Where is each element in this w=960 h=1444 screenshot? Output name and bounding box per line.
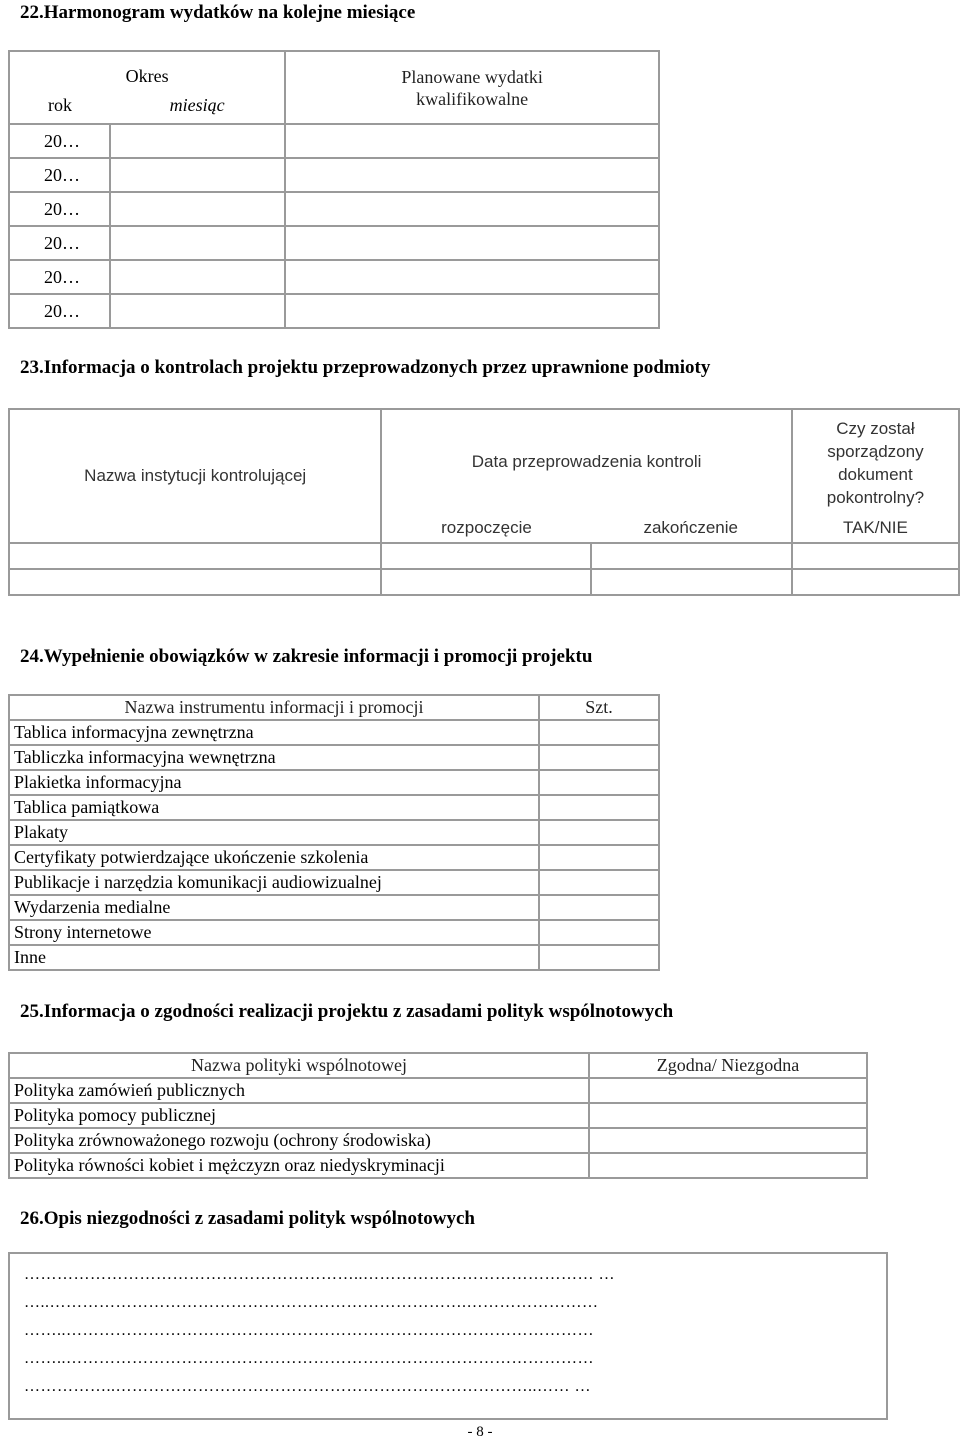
instrument-header: Nazwa instrumentu informacji i promocji [9, 695, 539, 720]
yes-no-cell[interactable] [792, 569, 959, 595]
end-date-cell[interactable] [591, 569, 792, 595]
section-25-heading [20, 1001, 673, 1023]
month-cell[interactable] [110, 158, 285, 192]
amount-cell[interactable] [285, 226, 659, 260]
miesiac-header: miesiąc [110, 87, 285, 124]
table-row [9, 1103, 867, 1128]
section-title: Informacja o zgodności realizacji projektu z zasadami polityk wspólnotowych [43, 1001, 674, 1022]
compliance-cell[interactable] [589, 1128, 867, 1153]
month-cell[interactable] [110, 124, 285, 158]
table-row [9, 192, 659, 226]
instrument-cell: Tabliczka informacyjna wewnętrzna [9, 745, 539, 770]
end-date-header: zakończenie [591, 513, 792, 543]
compliance-header: Zgodna/ Niezgodna [589, 1053, 867, 1078]
amount-cell[interactable] [285, 294, 659, 328]
section-title: Opis niezgodności z zasadami polityk wspólnotowych [43, 1208, 475, 1229]
rok-header: rok [9, 87, 110, 124]
instrument-cell: Wydarzenia medialne [9, 895, 539, 920]
page-number: - 8 - [467, 1424, 493, 1440]
month-cell[interactable] [110, 294, 285, 328]
amount-cell[interactable] [285, 124, 659, 158]
month-cell[interactable] [110, 192, 285, 226]
quantity-cell[interactable] [539, 745, 659, 770]
section-26-heading [20, 1208, 475, 1230]
month-cell[interactable] [110, 260, 285, 294]
quantity-cell[interactable] [539, 920, 659, 945]
instrument-cell: Publikacje i narzędzia komunikacji audiowizualnej [9, 870, 539, 895]
section-number: 26. [20, 1208, 44, 1229]
yes-no-header: TAK/NIE [792, 513, 959, 543]
policy-cell: Polityka równości kobiet i mężczyzn oraz niedyskryminacji [9, 1153, 589, 1178]
section-number: 23. [20, 357, 44, 378]
schedule-table [8, 50, 660, 329]
instrument-cell: Inne [9, 945, 539, 970]
dotted-line: …..………………………………………………………………….…………………… [24, 1294, 599, 1311]
section-22-heading [20, 2, 415, 24]
table-row [9, 870, 659, 895]
control-date-header: Data przeprowadzenia kontroli [381, 409, 791, 513]
dotted-line: ……………………………………………………..…………………………………… … [24, 1266, 615, 1283]
policy-cell: Polityka zamówień publicznych [9, 1078, 589, 1103]
amount-cell[interactable] [285, 158, 659, 192]
quantity-cell[interactable] [539, 820, 659, 845]
table-row [9, 720, 659, 745]
table-row [9, 770, 659, 795]
table-row [9, 158, 659, 192]
yes-no-cell[interactable] [792, 543, 959, 569]
section-title: Harmonogram wydatków na kolejne miesiące [43, 2, 416, 23]
start-date-header: rozpoczęcie [381, 513, 590, 543]
quantity-cell[interactable] [539, 895, 659, 920]
table-row [9, 124, 659, 158]
section-number: 25. [20, 1001, 44, 1022]
instrument-cell: Tablica informacyjna zewnętrzna [9, 720, 539, 745]
table-row [9, 845, 659, 870]
table-row [9, 1078, 867, 1103]
section-title: Wypełnienie obowiązków w zakresie informacji i promocji projektu [43, 646, 593, 667]
section-23-heading [20, 357, 710, 379]
table-row [9, 260, 659, 294]
table-row [9, 1128, 867, 1153]
section-title: Informacja o kontrolach projektu przeprowadzonych przez uprawnione podmioty [43, 357, 711, 378]
table-row [9, 543, 959, 569]
instrument-cell: Plakaty [9, 820, 539, 845]
amount-cell[interactable] [285, 192, 659, 226]
instrument-cell: Certyfikaty potwierdzające ukończenie szkolenia [9, 845, 539, 870]
quantity-cell[interactable] [539, 795, 659, 820]
institution-cell[interactable] [9, 569, 381, 595]
policy-cell: Polityka zrównoważonego rozwoju (ochrony środowiska) [9, 1128, 589, 1153]
year-cell[interactable]: 20… [9, 260, 110, 294]
start-date-cell[interactable] [381, 543, 590, 569]
quantity-cell[interactable] [539, 845, 659, 870]
table-row [9, 294, 659, 328]
year-cell[interactable]: 20… [9, 226, 110, 260]
table-row [9, 226, 659, 260]
section-number: 24. [20, 646, 44, 667]
instrument-cell: Strony internetowe [9, 920, 539, 945]
compliance-cell[interactable] [589, 1078, 867, 1103]
table-row [9, 1153, 867, 1178]
table-row [9, 945, 659, 970]
quantity-cell[interactable] [539, 720, 659, 745]
report-header: Czy został sporządzony dokument pokontrolny? [792, 409, 959, 513]
table-row [9, 895, 659, 920]
start-date-cell[interactable] [381, 569, 590, 595]
section-24-heading [20, 646, 592, 668]
compliance-cell[interactable] [589, 1153, 867, 1178]
institution-cell[interactable] [9, 543, 381, 569]
amount-cell[interactable] [285, 260, 659, 294]
table-row [9, 745, 659, 770]
month-cell[interactable] [110, 226, 285, 260]
instrument-cell: Plakietka informacyjna [9, 770, 539, 795]
year-cell[interactable]: 20… [9, 294, 110, 328]
controls-table [8, 408, 960, 596]
quantity-cell[interactable] [539, 870, 659, 895]
dotted-line: ……..…………………………………………………………………………………… [24, 1322, 594, 1339]
quantity-cell[interactable] [539, 770, 659, 795]
quantity-cell[interactable] [539, 945, 659, 970]
table-row [9, 820, 659, 845]
institution-header: Nazwa instytucji kontrolującej [9, 409, 381, 543]
dotted-line: ……………..…………………………………………………………………..…… … [24, 1378, 591, 1395]
policy-header: Nazwa polityki wspólnotowej [9, 1053, 589, 1078]
quantity-header: Szt. [539, 695, 659, 720]
table-row [9, 569, 959, 595]
description-box[interactable] [8, 1252, 888, 1420]
year-cell[interactable]: 20… [9, 192, 110, 226]
year-cell[interactable]: 20… [9, 124, 110, 158]
year-cell[interactable]: 20… [9, 158, 110, 192]
compliance-cell[interactable] [589, 1103, 867, 1128]
end-date-cell[interactable] [591, 543, 792, 569]
section-number: 22. [20, 2, 44, 23]
instrument-cell: Tablica pamiątkowa [9, 795, 539, 820]
okres-header: Okres [9, 51, 285, 87]
table-row [9, 795, 659, 820]
planned-expenses-header: Planowane wydatki kwalifikowalne [285, 51, 659, 124]
policies-table [8, 1052, 868, 1179]
table-row [9, 920, 659, 945]
dotted-line: ……..…………………………………………………………………………………… [24, 1350, 594, 1367]
promotion-table [8, 694, 660, 971]
policy-cell: Polityka pomocy publicznej [9, 1103, 589, 1128]
